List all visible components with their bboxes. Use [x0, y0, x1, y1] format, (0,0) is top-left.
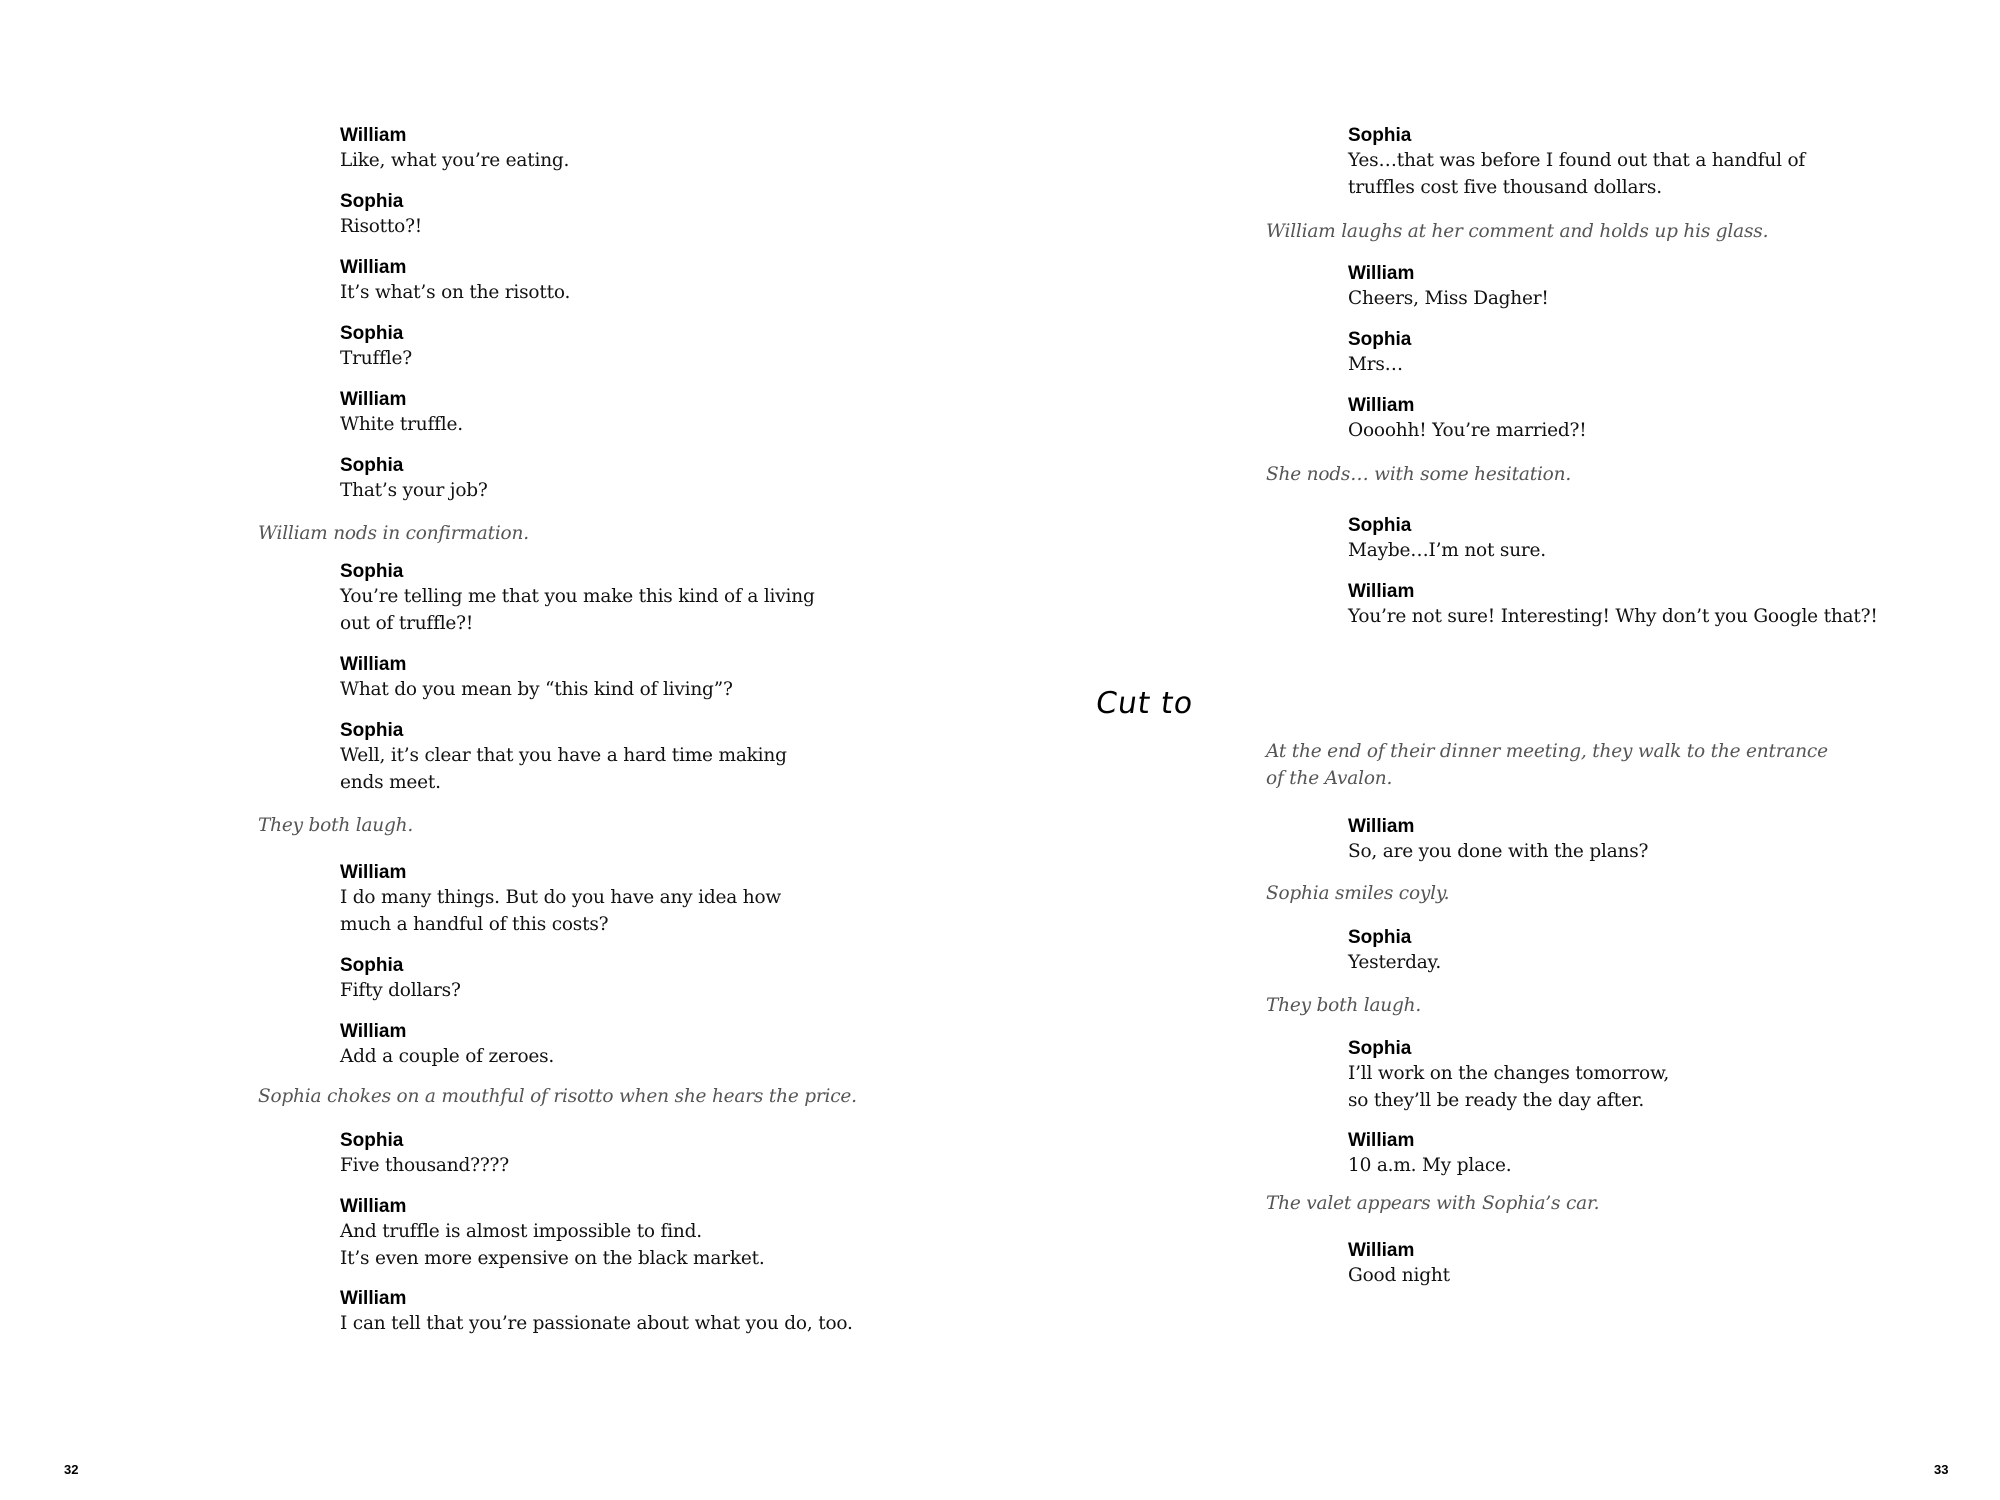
cut-to-transition: Cut to [1093, 686, 1196, 721]
dialogue-block [1348, 581, 1878, 630]
dialogue-block [1348, 329, 1411, 378]
speaker-name: William [340, 1021, 407, 1042]
dialogue-line: Truffle? [340, 348, 412, 369]
dialogue-line: out of truffle?! [340, 613, 474, 634]
action-block [1266, 1190, 1599, 1217]
dialogue-line: White truffle. [340, 414, 463, 435]
dialogue-line: 10 a.m. My place. [1348, 1155, 1512, 1176]
dialogue-line: truffles cost five thousand dollars. [1348, 177, 1662, 198]
action-line: The valet appears with Sophia’s car. [1266, 1193, 1600, 1214]
dialogue-block [340, 720, 787, 796]
action-line: She nods… with some hesitation. [1266, 464, 1571, 485]
action-line: of the Avalon. [1266, 768, 1393, 789]
dialogue-line: Like, what you’re eating. [340, 150, 570, 171]
page-number-right: 33 [1934, 1462, 1949, 1477]
dialogue-line: Add a couple of zeroes. [340, 1046, 555, 1067]
dialogue-line: Risotto?! [340, 216, 423, 237]
action-line: William nods in confirmation. [258, 523, 529, 544]
dialogue-line: You’re telling me that you make this kind of a living [340, 586, 815, 607]
speaker-name: Sophia [340, 720, 404, 741]
dialogue-line: Oooohh! You’re married?! [1348, 420, 1587, 441]
right-page [1000, 0, 2000, 1500]
dialogue-line: Good night [1348, 1265, 1450, 1286]
dialogue-line: Cheers, Miss Dagher! [1348, 288, 1549, 309]
dialogue-block [1348, 263, 1549, 312]
speaker-name: Sophia [340, 561, 404, 582]
dialogue-block [340, 1196, 765, 1272]
dialogue-block [340, 323, 412, 372]
dialogue-line: You’re not sure! Interesting! Why don’t you Google that?! [1348, 606, 1878, 627]
dialogue-line: I can tell that you’re passionate about what you do, too. [340, 1313, 853, 1334]
dialogue-line: Mrs… [1348, 354, 1403, 375]
action-block [1266, 992, 1421, 1019]
dialogue-line: It’s even more expensive on the black market. [340, 1248, 765, 1269]
page-number-left: 32 [64, 1462, 79, 1477]
action-line: At the end of their dinner meeting, they walk to the entrance [1266, 741, 1828, 762]
dialogue-line: So, are you done with the plans? [1348, 841, 1649, 862]
speaker-name: William [340, 125, 407, 146]
dialogue-block [340, 191, 422, 240]
dialogue-block [340, 654, 733, 703]
dialogue-block [340, 257, 570, 306]
action-block [1266, 218, 1768, 245]
dialogue-line: Maybe…I’m not sure. [1348, 540, 1546, 561]
action-block [1266, 880, 1449, 907]
dialogue-block [1348, 1130, 1512, 1179]
action-block [1266, 461, 1571, 488]
dialogue-line: Yesterday. [1348, 952, 1442, 973]
dialogue-block [1348, 395, 1586, 444]
speaker-name: William [340, 654, 407, 675]
dialogue-block [1348, 1240, 1450, 1289]
speaker-name: William [340, 862, 407, 883]
speaker-name: William [1348, 263, 1415, 284]
speaker-name: Sophia [340, 191, 404, 212]
speaker-name: Sophia [1348, 515, 1412, 536]
dialogue-line: It’s what’s on the risotto. [340, 282, 571, 303]
speaker-name: William [1348, 581, 1415, 602]
dialogue-line: I’ll work on the changes tomorrow, [1348, 1063, 1670, 1084]
dialogue-block [340, 561, 815, 637]
dialogue-block [1348, 816, 1648, 865]
speaker-name: William [1348, 1240, 1415, 1261]
speaker-name: William [1348, 816, 1415, 837]
speaker-name: Sophia [1348, 927, 1412, 948]
action-block [258, 812, 413, 839]
speaker-name: William [340, 389, 407, 410]
dialogue-line: And truffle is almost impossible to find. [340, 1221, 702, 1242]
speaker-name: Sophia [340, 323, 404, 344]
dialogue-block [1348, 515, 1546, 564]
dialogue-line: What do you mean by “this kind of living”? [340, 679, 733, 700]
dialogue-line: ends meet. [340, 772, 441, 793]
speaker-name: William [340, 1288, 407, 1309]
dialogue-block [340, 1288, 853, 1337]
action-line: They both laugh. [1266, 995, 1422, 1016]
speaker-name: Sophia [340, 1130, 404, 1151]
dialogue-line: Yes…that was before I found out that a handful of [1348, 150, 1806, 171]
dialogue-block [340, 389, 463, 438]
action-line: Sophia smiles coyly. [1266, 883, 1450, 904]
action-line: William laughs at her comment and holds up his glass. [1266, 221, 1769, 242]
speaker-name: William [1348, 395, 1415, 416]
dialogue-line: That’s your job? [340, 480, 488, 501]
dialogue-block [1348, 125, 1805, 201]
speaker-name: William [340, 257, 407, 278]
dialogue-line: so they’ll be ready the day after. [1348, 1090, 1645, 1111]
action-block [1266, 738, 1828, 792]
action-line: Sophia chokes on a mouthful of risotto when she hears the price. [258, 1086, 857, 1107]
dialogue-line: Five thousand???? [340, 1155, 509, 1176]
dialogue-block [340, 862, 781, 938]
action-block [258, 520, 529, 547]
dialogue-line: Well, it’s clear that you have a hard time making [340, 745, 787, 766]
action-line: They both laugh. [258, 815, 414, 836]
dialogue-block [1348, 1038, 1669, 1114]
dialogue-block [340, 1021, 554, 1070]
speaker-name: Sophia [1348, 1038, 1412, 1059]
dialogue-block [340, 955, 461, 1004]
action-block [258, 1083, 857, 1110]
speaker-name: Sophia [340, 955, 404, 976]
speaker-name: William [1348, 1130, 1415, 1151]
dialogue-block [340, 125, 569, 174]
dialogue-line: Fifty dollars? [340, 980, 461, 1001]
speaker-name: Sophia [1348, 329, 1412, 350]
speaker-name: William [340, 1196, 407, 1217]
dialogue-line: much a handful of this costs? [340, 914, 609, 935]
dialogue-block [1348, 927, 1441, 976]
dialogue-line: I do many things. But do you have any idea how [340, 887, 782, 908]
dialogue-block [340, 455, 488, 504]
dialogue-block [340, 1130, 509, 1179]
speaker-name: Sophia [1348, 125, 1412, 146]
speaker-name: Sophia [340, 455, 404, 476]
